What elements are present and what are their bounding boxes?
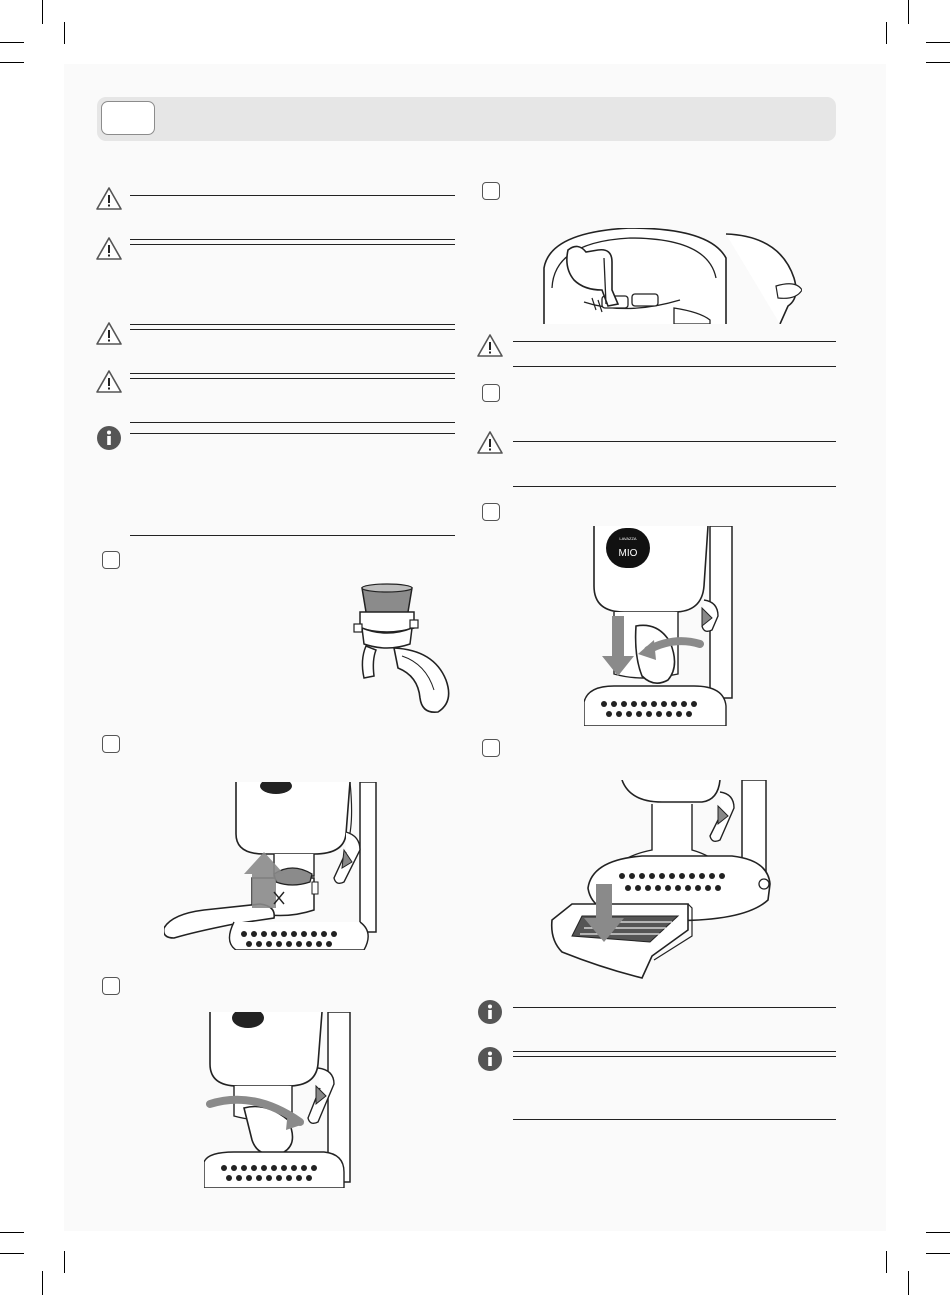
step-number-box [102, 977, 120, 995]
lock-holder-illustration [584, 526, 740, 726]
divider [130, 373, 455, 374]
step-number-box [482, 739, 500, 757]
warning-triangle-icon [477, 333, 503, 359]
divider [130, 195, 455, 196]
divider [513, 1056, 836, 1057]
section-header-bar [97, 97, 836, 141]
warning-triangle-icon [96, 186, 122, 212]
divider [130, 535, 455, 536]
divider [130, 422, 455, 423]
divider [130, 329, 455, 330]
capsule-holder-illustration [350, 580, 456, 714]
divider [513, 1119, 836, 1120]
insert-holder-illustration [164, 782, 380, 950]
info-circle-icon [96, 425, 122, 451]
warning-triangle-icon [96, 236, 122, 262]
model-logo-text: MIO [618, 548, 638, 559]
divider [130, 239, 455, 240]
divider [130, 378, 455, 379]
divider [513, 1007, 836, 1008]
divider [513, 441, 836, 442]
step-number-box [482, 182, 500, 200]
divider [130, 324, 455, 325]
drip-tray-illustration [542, 780, 774, 980]
warning-triangle-icon [96, 321, 122, 347]
warning-triangle-icon [96, 369, 122, 395]
step-number-box [482, 503, 500, 521]
press-button-illustration [540, 228, 802, 324]
divider [513, 486, 836, 487]
divider [513, 341, 836, 342]
divider [130, 244, 455, 245]
info-circle-icon [477, 999, 503, 1025]
step-number-box [482, 384, 500, 402]
warning-triangle-icon [477, 430, 503, 456]
section-number-box [101, 101, 155, 135]
info-circle-icon [477, 1046, 503, 1072]
brand-logo-text: LAVAZZA [619, 536, 637, 541]
rotate-holder-illustration [204, 1012, 354, 1188]
divider [513, 1051, 836, 1052]
step-number-box [102, 551, 120, 569]
divider [130, 433, 455, 434]
divider [513, 366, 836, 367]
step-number-box [102, 735, 120, 753]
